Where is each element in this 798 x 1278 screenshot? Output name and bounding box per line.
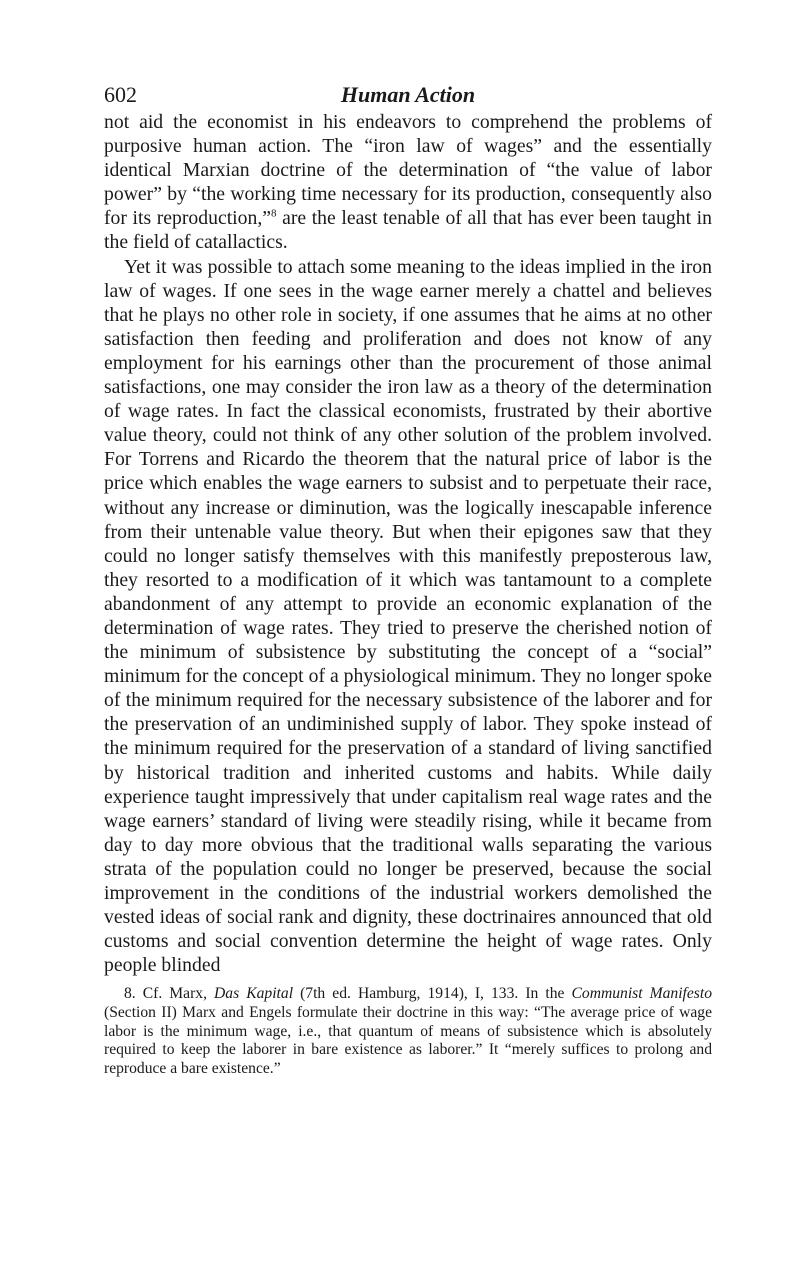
running-title: Human Action [340, 82, 476, 107]
page-number: 602 [104, 82, 137, 107]
footnote-reference-8[interactable]: 8 [271, 207, 277, 220]
paragraph-2: Yet it was possible to attach some meaning to the ideas implied in the iron law of wages. If one sees in the wage earner merely a chattel and believes that he plays no other role in society, if one assumes that he aims at no other satisfaction then feeding and proliferation and does not know of any employment for his earnings other than the procurement of those animal satisfactions, one may consider the iron law as a theory of the determination of wage rates. In fact the classical economists, frustrated by their abortive value theory, could not think of any other solution of the problem involved. For Torrens and Ricardo the theorem that the natural price of labor is the price which enables the wage earners to subsist and to perpetuate their race, without any increase or diminution, was the logically inescapable inference from their untenable value theory. But when their epigones saw that they could no longer satisfy themselves with this manifestly preposterous law, they resorted to a modification of it which was tantamount to a complete abandonment of any attempt to provide an economic explanation of the determination of wage rates. They tried to preserve the cherished notion of the minimum of subsistence by substituting the concept of a “social” minimum for the concept of a physiological minimum. They no longer spoke of the minimum required for the necessary subsistence of the laborer and for the preservation of an undiminished supply of labor. They spoke instead of the minimum required for the preservation of a standard of living sanctified by historical tradition and inherited customs and habits. While daily experience taught impressively that under capitalism real wage rates and the wage earners’ standard of living were steadily rising, while it became from day to day more obvious that the traditional walls separating the various strata of the population could no longer be preserved, because the social improvement in the conditions of the industrial workers demolished the vested ideas of social rank and dignity, these doctrinaires announced that old customs and social convention determine the height of wage rates. Only people blinded [104, 255, 712, 977]
footnote-8 [104, 985, 712, 1078]
footnote-8-part-3: (Section II) Marx and Engels formulate their doctrine in this way: “The average price of wage labor is the minimum wage, i.e., that quantum of means of subsistence which is absolutely required to keep the laborer in bare existence as laborer.” It “merely suffices to prolong and reproduce a bare existence.” [104, 1003, 712, 1077]
footnote-8-text [104, 985, 712, 1078]
paragraph-1 [104, 110, 712, 255]
body-text [104, 110, 712, 977]
page-header [104, 80, 712, 110]
footnote-8-part-2: (7th ed. Hamburg, 1914), I, 133. In the [293, 985, 572, 1003]
footnote-8-part-1: 8. Cf. Marx, [124, 985, 215, 1003]
footnote-8-title-communist-manifesto: Communist Manifesto [571, 985, 712, 1003]
paragraph-1-text-b: are the least tenable of all that has ever been taught in the field of catallactics. [104, 207, 712, 254]
footnote-8-title-das-kapital: Das Kapital [214, 985, 294, 1003]
book-page [104, 80, 712, 1078]
paragraph-1-text-a: not aid the economist in his endeavors to comprehend the problems of purposive human action. The “iron law of wages” and the essentially identical Marxian doctrine of the determination of “the value of labor power” by “the working time necessary for its production, consequently also for its reproduction,” [104, 111, 712, 230]
